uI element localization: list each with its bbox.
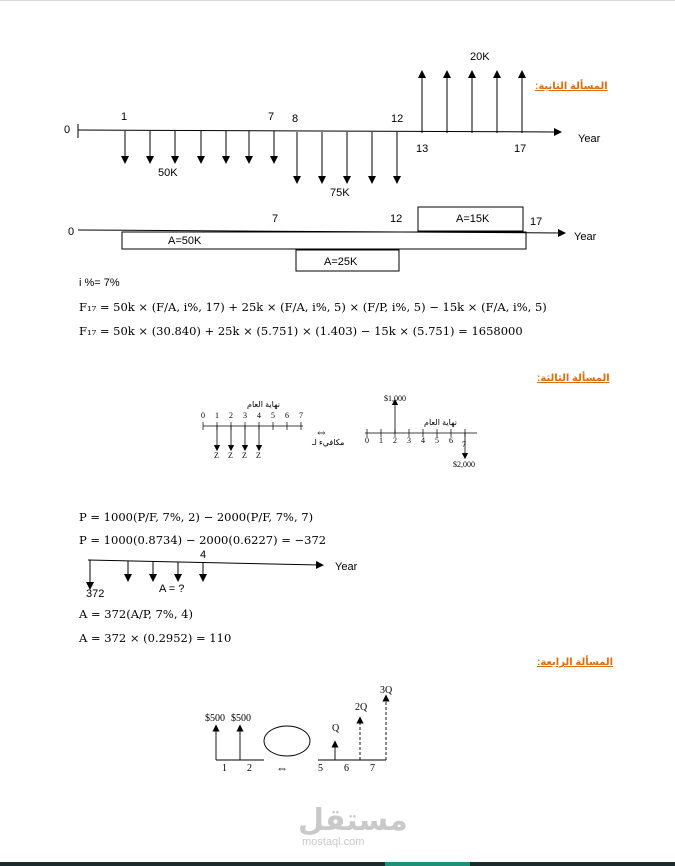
equation-p-result: P = 1000(0.8734) − 2000(0.6227) = −372 (79, 533, 327, 547)
value-500-second: $500 (231, 713, 251, 724)
tick-label-5: 5 (318, 763, 323, 774)
tick-label-7: 7 (370, 763, 375, 774)
bottom-bar-accent (385, 862, 470, 866)
diagram1-label-1: 1 (121, 111, 128, 123)
diagram1-label-17: 17 (514, 143, 527, 155)
diagram2-label-12: 12 (390, 213, 403, 225)
diagram1-label-7: 7 (268, 111, 275, 123)
diagram1-value-20k: 20K (470, 51, 490, 63)
value-1000: $1,000 (384, 394, 406, 403)
heading-problem-4: المسألة الرابعة: (537, 657, 614, 668)
upward-arrows-20k (422, 74, 522, 133)
interest-rate: i %= 7% (79, 277, 120, 289)
heading-problem-3: المسألة الثالثة: (537, 373, 610, 384)
diagram2-label-17: 17 (530, 216, 543, 228)
downward-arrows-50k (125, 131, 274, 160)
equivalence-diagram (195, 388, 495, 473)
heading-problem-2: المسألة الثانية: (535, 81, 608, 92)
diagram2-label-0: 0 (68, 226, 75, 238)
timeline-a-unknown: A = ? (159, 583, 185, 595)
value-2000: $2,000 (453, 460, 475, 469)
box-15k-label: A=15K (456, 213, 490, 225)
timeline-year-label: Year (335, 561, 358, 573)
tick-label-2: 2 (247, 763, 252, 774)
tick-label-6: 6 (344, 763, 349, 774)
timeline-value-372: 372 (86, 588, 105, 600)
tick-label-1: 1 (222, 763, 227, 774)
equation-a-result: A = 372 × (0.2952) = 110 (79, 631, 232, 645)
diagram1-label-12: 12 (391, 113, 404, 125)
box-25k-label: A=25K (324, 256, 358, 268)
diagram1-label-13: 13 (416, 143, 429, 155)
equation-a-formula: A = 372(A/P, 7%, 4) (79, 607, 193, 621)
diagram1-label-0: 0 (64, 124, 71, 136)
bottom-bar (0, 862, 675, 866)
svg-text:⇔: ⇔ (276, 761, 288, 775)
equation-p-formula: P = 1000(P/F, 7%, 2) − 2000(P/F, 7%, 7) (79, 510, 314, 524)
diagram2-year-label: Year (574, 231, 597, 243)
value-500-first: $500 (205, 713, 225, 724)
diagram1-year-label: Year (578, 133, 601, 145)
value-2q: 2Q (355, 702, 368, 713)
watermark-logo: مستقل (298, 803, 408, 838)
timeline-label-4: 4 (200, 549, 207, 561)
equation-f17-formula: F₁₇ = 50k × (F/A, i%, 17) + 25k × (F/A, i%, 5) × (F/P, i%, 5) − 15k × (F/A, i%, 5) (79, 300, 547, 314)
document-page: المسألة الثانية: 0 1 7 8 12 13 17 Year 50K 75K 20K 0 7 12 17 Year A=15K A=50K A=25K i %= 7% F₁₇ = 50k × (F/A, i%, 17) + 25k × (F/A, i%, 5) × (F/P, i%, 5) − 15k × (F/A, i%, 5) F₁₇ = 50k × (30.840) + 25k × (5.751) × (1.403) − 15k × (5.751) = 1658000 المسألة الثالثة: ⇔ 0 1 2 3 4 5 6 7 نهاية العام Z Z Z Z مكافيء لـ $1,000 نهاية العام 0 1 2 3 4 5 6 7 $2,000 P = 1000(P/F, 7%, 2) − 2000(P/F, 7%, 7) P = 1000(0.8734) − 2000(0.6227) = −372 4 Year 372 A = ? A = 372(A/P, 7%, 4) A = 372 × (0.2952) = 110 المسألة الرابعة: ⇔ $500 $500 Q 2Q 3Q 1 2 5 6 7 مستقل mostaql.com (0, 0, 675, 866)
annuity-timeline (80, 550, 340, 595)
watermark-url: mostaql.com (302, 836, 365, 848)
value-3q: 3Q (380, 685, 393, 696)
diagram1-value-50k: 50K (158, 167, 178, 179)
diagram2-label-7: 7 (272, 213, 279, 225)
page-top-border (0, 0, 675, 7)
diagram1-label-8: 8 (292, 113, 299, 125)
downward-arrows-75k (297, 132, 397, 180)
cashflow-diagram-1 (0, 40, 675, 205)
box-50k-label: A=50K (168, 235, 202, 247)
right-caption-end-of-year: نهاية العام (424, 418, 457, 427)
equation-f17-result: F₁₇ = 50k × (30.840) + 25k × (5.751) × (1.403) − 15k × (5.751) = 1658000 (79, 324, 523, 338)
value-q: Q (332, 723, 340, 734)
equivalent-label: مكافيء لـ (312, 438, 345, 447)
diagram1-value-75k: 75K (330, 187, 350, 199)
left-caption-end-of-year: نهاية العام (247, 400, 280, 409)
svg-text:⇔: ⇔ (315, 424, 328, 439)
